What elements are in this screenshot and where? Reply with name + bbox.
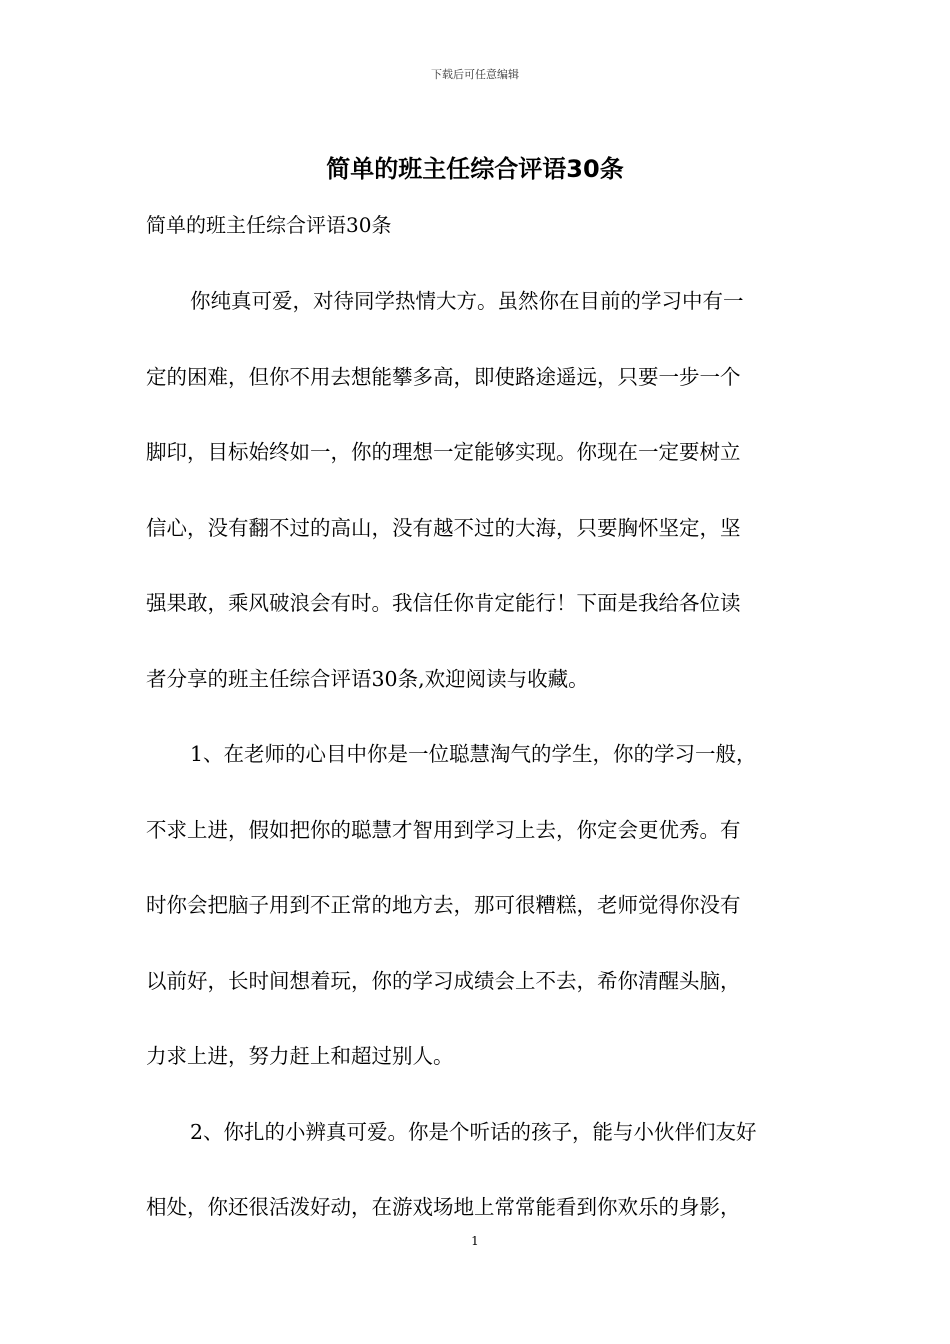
paragraph-line: 力求上进，努力赶上和超过别人。 (146, 1044, 454, 1068)
paragraph-line: 强果敢，乘风破浪会有时。我信任你肯定能行！下面是我给各位读 (146, 591, 741, 615)
document-subtitle: 简单的班主任综合评语30条 (146, 213, 392, 237)
paragraph-line: 2、你扎的小辨真可爱。你是个听话的孩子，能与小伙伴们友好 (190, 1119, 757, 1144)
paragraph-line: 者分享的班主任综合评语30条,欢迎阅读与收藏。 (146, 666, 589, 691)
paragraph-line: 时你会把脑子用到不正常的地方去，那可很糟糕，老师觉得你没有 (146, 893, 741, 917)
body-text (146, 282, 808, 1264)
paragraph-line: 以前好，长时间想着玩，你的学习成绩会上不去，希你清醒头脑， (146, 968, 741, 993)
page-number: 1 (471, 1234, 479, 1248)
page-header: 下载后可任意编辑 (431, 68, 519, 81)
document-title: 简单的班主任综合评语30条 (326, 155, 624, 183)
paragraph-line: 1、在老师的心目中你是一位聪慧淘气的学生，你的学习一般， (190, 742, 757, 766)
paragraph-line: 相处，你还很活泼好动，在游戏场地上常常能看到你欢乐的身影， (146, 1195, 741, 1219)
paragraph-line: 不求上进，假如把你的聪慧才智用到学习上去，你定会更优秀。有 (146, 817, 741, 842)
paragraph-line: 信心，没有翻不过的高山，没有越不过的大海，只要胸怀坚定，坚 (146, 515, 741, 540)
paragraph-line: 脚印，目标始终如一，你的理想一定能够实现。你现在一定要树立 (146, 440, 741, 464)
paragraph-line: 你纯真可爱，对待同学热情大方。虽然你在目前的学习中有一 (190, 289, 744, 313)
paragraph-line: 定的困难，但你不用去想能攀多高，即使路途遥远，只要一步一个 (146, 364, 741, 389)
